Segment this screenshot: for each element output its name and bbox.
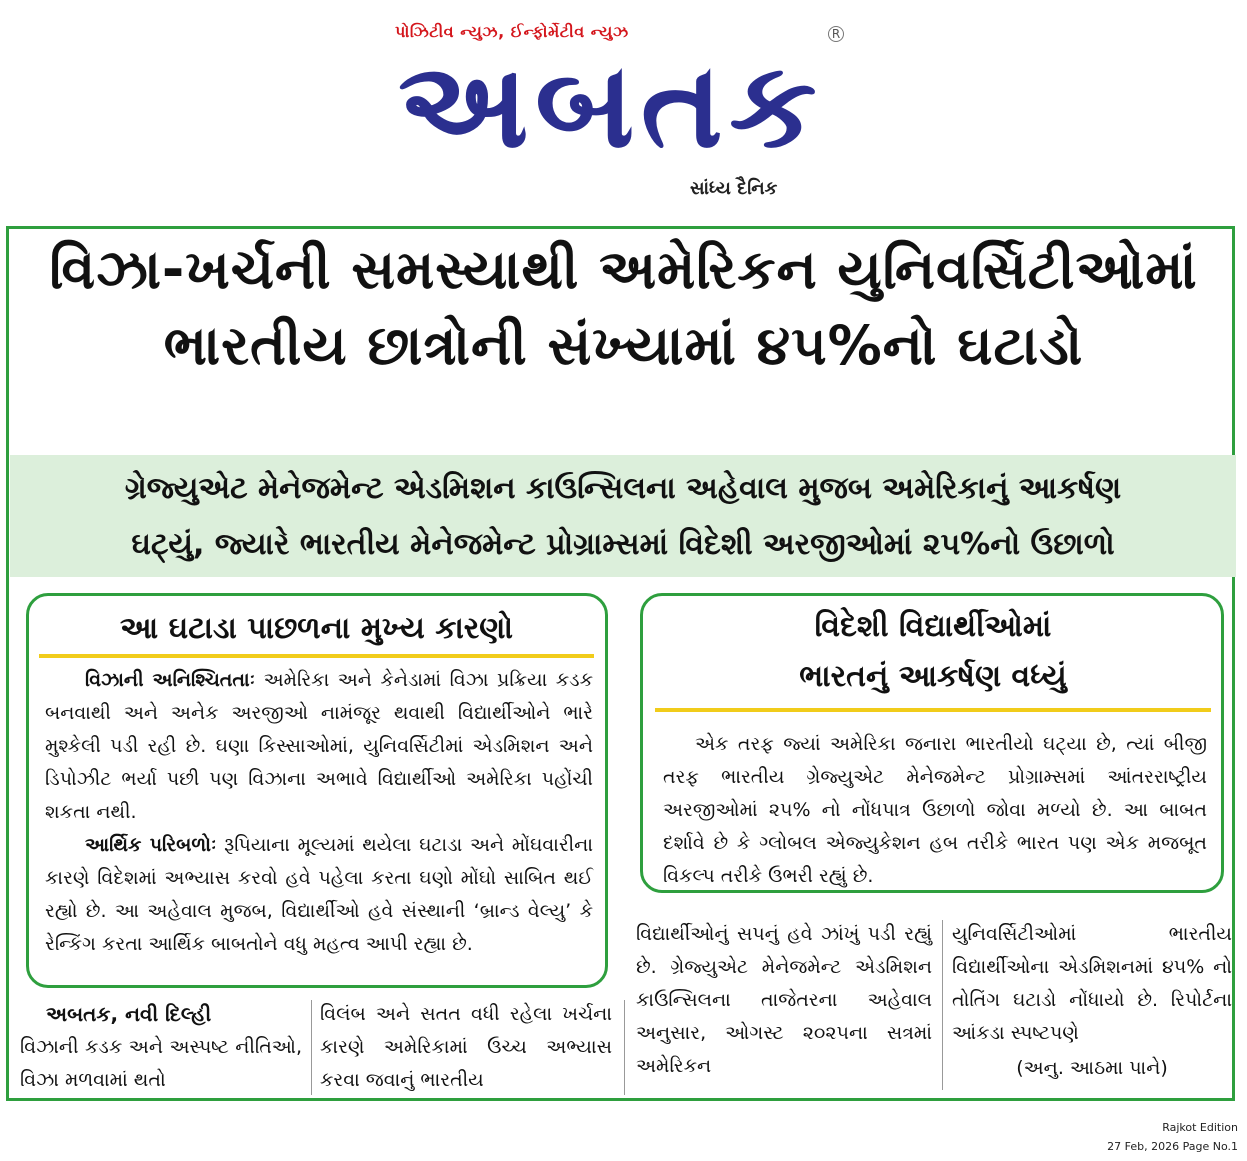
edition-info [1107,1118,1238,1156]
byline: અબતક, નવી દિલ્હી [46,1002,212,1026]
masthead-tagline: પોઝિટીવ ન્યુઝ, ઈન્ફોર્મેટીવ ન્યુઝ [395,22,629,41]
masthead [0,0,1247,220]
body-column-3: વિદ્યાર્થીઓનું સપનું હવે ઝાંખું પડી રહ્યું છે. ગ્રેજ્યુએટ મેનેજમેન્ટ એડમિશન કાઉન્સિલના તાજેતરના અહેવાલ અનુસાર, ઓગસ્ટ ૨૦૨૫ના સત્રમાં અમેરિકન [636,923,932,1077]
edition-date-page: 27 Feb, 2026 Page No.1 [1107,1140,1238,1153]
reason-visa-lead: વિઝાની અનિશ્ચિતતાઃ [85,669,256,691]
article-subdeck [10,455,1236,577]
reason-economic-text: રૂપિયાના મૂલ્યમાં થયેલા ઘટાડા અને મોંઘવારીના કારણે વિદેશમાં અભ્યાસ કરવો હવે પહેલા કરતા ઘણો મોંઘો સાબિત થઈ રહ્યો છે. આ અહેવાલ મુજબ, વિદ્યાર્થીઓ હવે સંસ્થાની ‘બ્રાન્ડ વેલ્યુ’ કે રેન્કિંગ કરતા આર્થિક બાબતોને વધુ મહત્વ આપી રહ્યા છે. [45,834,593,955]
india-attraction-body: એક તરફ જ્યાં અમેરિકા જનારા ભારતીયો ઘટ્યા છે, ત્યાં બીજી તરફ ભારતીય ગ્રેજ્યુએટ મેનેજમેન્ટ પ્રોગ્રામ્સમાં આંતરરાષ્ટ્રીય અરજીઓમાં ૨૫% નો નોંધપાત્ર ઉછાળો જોવા મળ્યો છે. આ બાબત દર્શાવે છે કે ગ્લોબલ એજ્યુકેશન હબ તરીકે ભારત પણ એક મજબૂત વિકલ્પ તરીકે ઉભરી રહ્યું છે. [663,733,1207,887]
body-column-4 [952,918,1232,1085]
masthead-subtitle: સાંધ્ય દૈનિક [690,178,778,199]
reasons-box [26,593,608,988]
column-divider [624,1000,625,1095]
registered-mark-icon: R [828,26,844,42]
body-column-2: વિલંબ અને સતત વધી રહેલા ખર્ચના કારણે અમેરિકામાં ઉચ્ચ અભ્યાસ કરવા જવાનું ભારતીય [320,1003,612,1091]
reason-visa-paragraph [45,664,593,829]
article-headline [10,232,1237,384]
india-attraction-title [655,602,1211,712]
body-column-1-text: વિઝાની કડક અને અસ્પષ્ટ નીતિઓ, વિઝા મળવામાં થતો [20,1036,302,1091]
continued-note[interactable]: (અનુ. આઠમા પાને) [1016,1057,1168,1079]
india-attraction-box [640,593,1224,893]
headline-line-2: ભારતીય છાત્રોની સંખ્યામાં ૪૫%નો ઘટાડો [163,314,1084,377]
edition-name: Rajkot Edition [1162,1121,1238,1134]
column-divider [311,1000,312,1095]
headline-line-1: વિઝા-ખર્ચની સમસ્યાથી અમેરિકન યુનિવર્સિટીઓમાં [49,238,1198,301]
reason-economic-paragraph [45,829,593,961]
reason-economic-lead: આર્થિક પરિબળોઃ [85,834,217,856]
subdeck-line-2: ઘટ્યું, જ્યારે ભારતીય મેનેજમેન્ટ પ્રોગ્રામ્સમાં વિદેશી અરજીઓમાં ૨૫%નો ઉછાળો [131,527,1115,562]
india-attraction-title-line-1: વિદેશી વિદ્યાર્થીઓમાં [814,609,1052,644]
reasons-box-body [45,664,593,961]
body-column-1 [20,998,302,1097]
india-attraction-title-line-2: ભારતનું આકર્ષણ વધ્યું [799,659,1067,694]
reasons-box-title: આ ઘટાડા પાછળના મુખ્ય કારણો [39,604,594,658]
newspaper-logo[interactable]: અબતક [398,36,824,174]
reason-visa-text: અમેરિકા અને કેનેડામાં વિઝા પ્રક્રિયા કડક બનવાથી અને અનેક અરજીઓ નામંજૂર થવાથી વિદ્યાર્થીઓને ભારે મુશ્કેલી પડી રહી છે. ઘણા કિસ્સાઓમાં, યુનિવર્સિટીમાં એડમિશન અને ડિપોઝીટ ભર્યા પછી પણ વિઝાના અભાવે વિદ્યાર્થીઓ અમેરિકા પહોંચી શકતા નથી. [45,669,593,823]
column-divider [942,920,943,1090]
body-column-4-text: યુનિવર્સિટીઓમાં ભારતીય વિદ્યાર્થીઓના એડમિશનમાં ૪૫% નો તોતિંગ ઘટાડો નોંધાયો છે. રિપોર્ટના આંકડા સ્પષ્ટપણે [952,923,1232,1044]
subdeck-line-1: ગ્રેજ્યુએટ મેનેજમેન્ટ એડમિશન કાઉન્સિલના અહેવાલ મુજબ અમેરિકાનું આકર્ષણ [124,471,1122,506]
